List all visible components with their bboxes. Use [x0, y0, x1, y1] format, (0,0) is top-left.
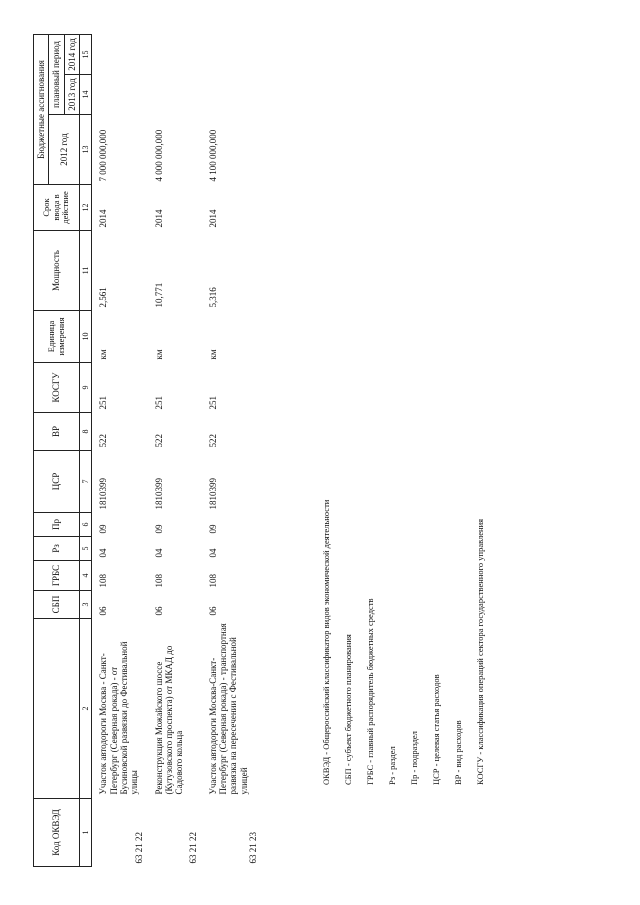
column-number: 3	[80, 591, 92, 619]
header-name	[34, 619, 80, 799]
sbp-value: 06	[153, 606, 164, 616]
deadline-value: 2014	[207, 209, 218, 228]
pr-value: 09	[207, 524, 218, 534]
kosgu-value: 251	[153, 396, 164, 410]
budget-table	[33, 34, 262, 867]
header-row-top	[34, 34, 49, 866]
rz-value: 04	[98, 548, 109, 558]
csr-value: 1810399	[98, 478, 109, 510]
header-2012: 2012 год	[49, 115, 80, 185]
budget-2012-value: 4 100 000,000	[207, 129, 218, 182]
legend-item: ГРБС - главный распорядитель бюджетных средств	[365, 598, 375, 785]
vr-value: 522	[153, 434, 164, 448]
legend-item: ОКВЭД - Общероссийский классификатор видов экономической деятельности	[321, 499, 331, 785]
sbp-value: 06	[207, 606, 218, 616]
legend-item: Рз - раздел	[387, 746, 397, 785]
header-pr: Пр	[34, 513, 80, 537]
column-number: 2	[80, 619, 92, 799]
object-name: Реконструкция Можайского шоссе (Кутузовского проспекта) от МКАД до Садового кольца	[153, 645, 185, 795]
legend-item: СБП - субъект бюджетного планирования	[343, 634, 353, 785]
unit-value: км	[98, 349, 109, 360]
legend-item: Пр - подраздел	[409, 731, 419, 785]
column-number: 4	[80, 561, 92, 591]
rz-value: 04	[153, 548, 164, 558]
column-number: 7	[80, 451, 92, 513]
deadline-value: 2014	[153, 209, 164, 228]
column-number: 6	[80, 513, 92, 537]
column-number: 15	[80, 34, 92, 74]
capacity-value: 5,316	[207, 287, 218, 308]
header-grbs: ГРБС	[34, 561, 80, 591]
header-kosgu: КОСГУ	[34, 363, 80, 413]
budget-2014-value	[148, 34, 202, 74]
pr-value: 09	[98, 524, 109, 534]
column-number: 9	[80, 363, 92, 413]
column-number: 12	[80, 185, 92, 231]
abbreviation-legend	[322, 500, 498, 785]
object-name: Участок автодороги Москва-Санкт-Петербург (Северная рокада) - транспортная развязка на пересечении с Фестивальной улицей	[207, 623, 249, 795]
table-row	[148, 34, 202, 866]
vr-value: 522	[207, 434, 218, 448]
grbs-value: 108	[98, 574, 109, 588]
header-budget: Бюджетные ассигнования	[34, 34, 49, 184]
rz-value: 04	[207, 548, 218, 558]
deadline-value: 2014	[98, 209, 109, 228]
okved-code: 63 21 22	[188, 832, 199, 864]
legend-item: ВР - вид расходов	[453, 720, 463, 785]
kosgu-value: 251	[207, 396, 218, 410]
header-sbp: СБП	[34, 591, 80, 619]
header-csr: ЦСР	[34, 451, 80, 513]
vr-value: 522	[98, 434, 109, 448]
unit-value: км	[153, 349, 164, 360]
object-name: Участок автодороги Москва - Санкт-Петербург (Северная рокада) - от Бусиновской развязки до Фестивальной улицы	[98, 641, 140, 795]
capacity-value: 2,561	[98, 287, 109, 308]
column-number: 8	[80, 413, 92, 451]
sbp-value: 06	[98, 606, 109, 616]
column-number-row	[80, 34, 92, 866]
csr-value: 1810399	[153, 478, 164, 510]
budget-2013-value	[92, 75, 148, 115]
table-row	[202, 34, 262, 866]
header-2014: 2014 год	[64, 34, 79, 74]
budget-2012-value: 4 000 000,000	[153, 129, 164, 182]
kosgu-value: 251	[98, 396, 109, 410]
column-number: 14	[80, 75, 92, 115]
column-number: 1	[80, 799, 92, 867]
header-okved: Код ОКВЭД	[34, 799, 80, 867]
okved-code: 63 21 23	[248, 832, 259, 864]
pr-value: 09	[153, 524, 164, 534]
header-plan-period: плановый период	[49, 34, 64, 114]
capacity-value: 10,771	[153, 282, 164, 308]
csr-value: 1810399	[207, 478, 218, 510]
budget-2013-value	[202, 75, 262, 115]
header-capacity: Мощность	[34, 231, 80, 311]
header-vr: ВР	[34, 413, 80, 451]
header-unit: Единица измерения	[34, 311, 80, 363]
legend-item: ЦСР - целевая статья расходов	[431, 674, 441, 785]
column-number: 10	[80, 311, 92, 363]
unit-value: км	[207, 349, 218, 360]
grbs-value: 108	[207, 574, 218, 588]
budget-2013-value	[148, 75, 202, 115]
column-number: 5	[80, 537, 92, 561]
grbs-value: 108	[153, 574, 164, 588]
budget-2012-value: 7 000 000,000	[98, 129, 109, 182]
table-row	[92, 34, 148, 866]
header-rz: Рз	[34, 537, 80, 561]
okved-code: 63 21 22	[134, 832, 145, 864]
column-number: 11	[80, 231, 92, 311]
header-deadline: Срок ввода в действие	[34, 185, 80, 231]
legend-item: КОСГУ - классификация операций сектора государственного управления	[475, 518, 485, 785]
header-2013: 2013 год	[64, 75, 79, 115]
budget-2014-value	[92, 34, 148, 74]
budget-2014-value	[202, 34, 262, 74]
column-number: 13	[80, 115, 92, 185]
